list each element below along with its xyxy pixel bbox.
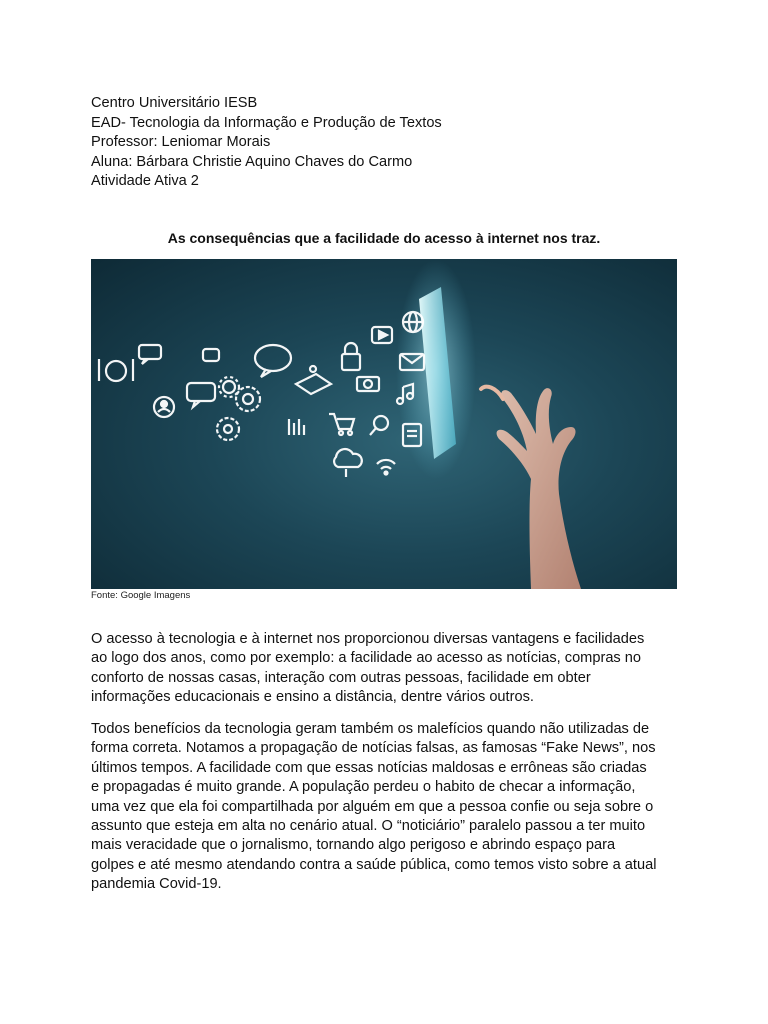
paragraph-line: forma correta. Notamos a propagação de notícias falsas, as famosas “Fake News”, nos: [91, 740, 656, 757]
chat-bubble-icon: [203, 349, 219, 361]
chat-bubble-icon: [255, 345, 291, 377]
chat-bubble-icon: [187, 383, 215, 407]
wifi-icon: [377, 460, 395, 475]
search-icon: [370, 416, 388, 435]
paragraph-line: ao logo dos anos, como por exemplo: a facilidade ao acesso as notícias, compras no: [91, 650, 642, 667]
user-icon: [154, 397, 174, 417]
chart-icon: [289, 419, 304, 435]
activity-line: Atividade Ativa 2: [91, 173, 199, 190]
money-icon: [357, 377, 379, 391]
paragraph-line: assunto que esteja em alta no cenário atual. O “noticiário” paralelo passou a ter muito: [91, 818, 646, 835]
paragraph-line: conforto de nossas casas, interação com outras pessoas, facilidade em obter: [91, 669, 591, 686]
document-title: As consequências que a facilidade do acesso à internet nos traz.: [167, 230, 601, 246]
paragraph-1: [91, 630, 681, 708]
paragraph-line: mais veracidade que o jornalismo, tornando algo perigoso e abrindo espaço para: [91, 837, 616, 854]
document-header: [91, 94, 442, 192]
professor-line: Professor: Leniomar Morais: [91, 134, 271, 151]
paragraph-line: uma vez que ela foi compartilhada por alguém em que a pessoa confie ou seja sobre o: [91, 798, 654, 815]
paragraph-line: e propagadas é muito grande. A população perdeu o habito de checar a informação,: [91, 779, 636, 796]
cloud-icon: [334, 449, 362, 477]
paragraph-line: golpes e até mesmo atendando contra a saúde pública, como temos visto sobre a atual: [91, 856, 657, 873]
paragraph-line: informações educacionais e ensino a distância, dentre vários outros.: [91, 689, 534, 706]
illustration-image: [91, 259, 677, 589]
paragraph-line: O acesso à tecnologia e à internet nos proporcionou diversas vantagens e facilidades: [91, 631, 645, 647]
institution-line: Centro Universitário IESB: [91, 95, 258, 111]
lock-icon: [342, 343, 360, 370]
chat-bubble-icon: [139, 345, 161, 364]
paragraph-2: [91, 720, 681, 895]
dining-icon: [99, 359, 133, 381]
paragraph-line: últimos tempos. A facilidade com que essas notícias maldosas e errôneas são criadas: [91, 759, 647, 776]
gear-icon: [236, 387, 260, 411]
video-icon: [372, 327, 392, 343]
hand-illustration: [481, 387, 581, 589]
paragraph-line: pandemia Covid-19.: [91, 876, 222, 893]
paragraph-line: Todos benefícios da tecnologia geram também os malefícios quando não utilizadas de: [91, 721, 650, 737]
shopping-cart-icon: [329, 414, 354, 435]
student-line: Aluna: Bárbara Christie Aquino Chaves do Carmo: [91, 153, 413, 170]
figure-caption: Fonte: Google Imagens: [91, 590, 191, 601]
map-icon: [296, 366, 331, 394]
course-line: EAD- Tecnologia da Informação e Produção de Textos: [91, 114, 442, 131]
gear-icon: [217, 418, 239, 440]
